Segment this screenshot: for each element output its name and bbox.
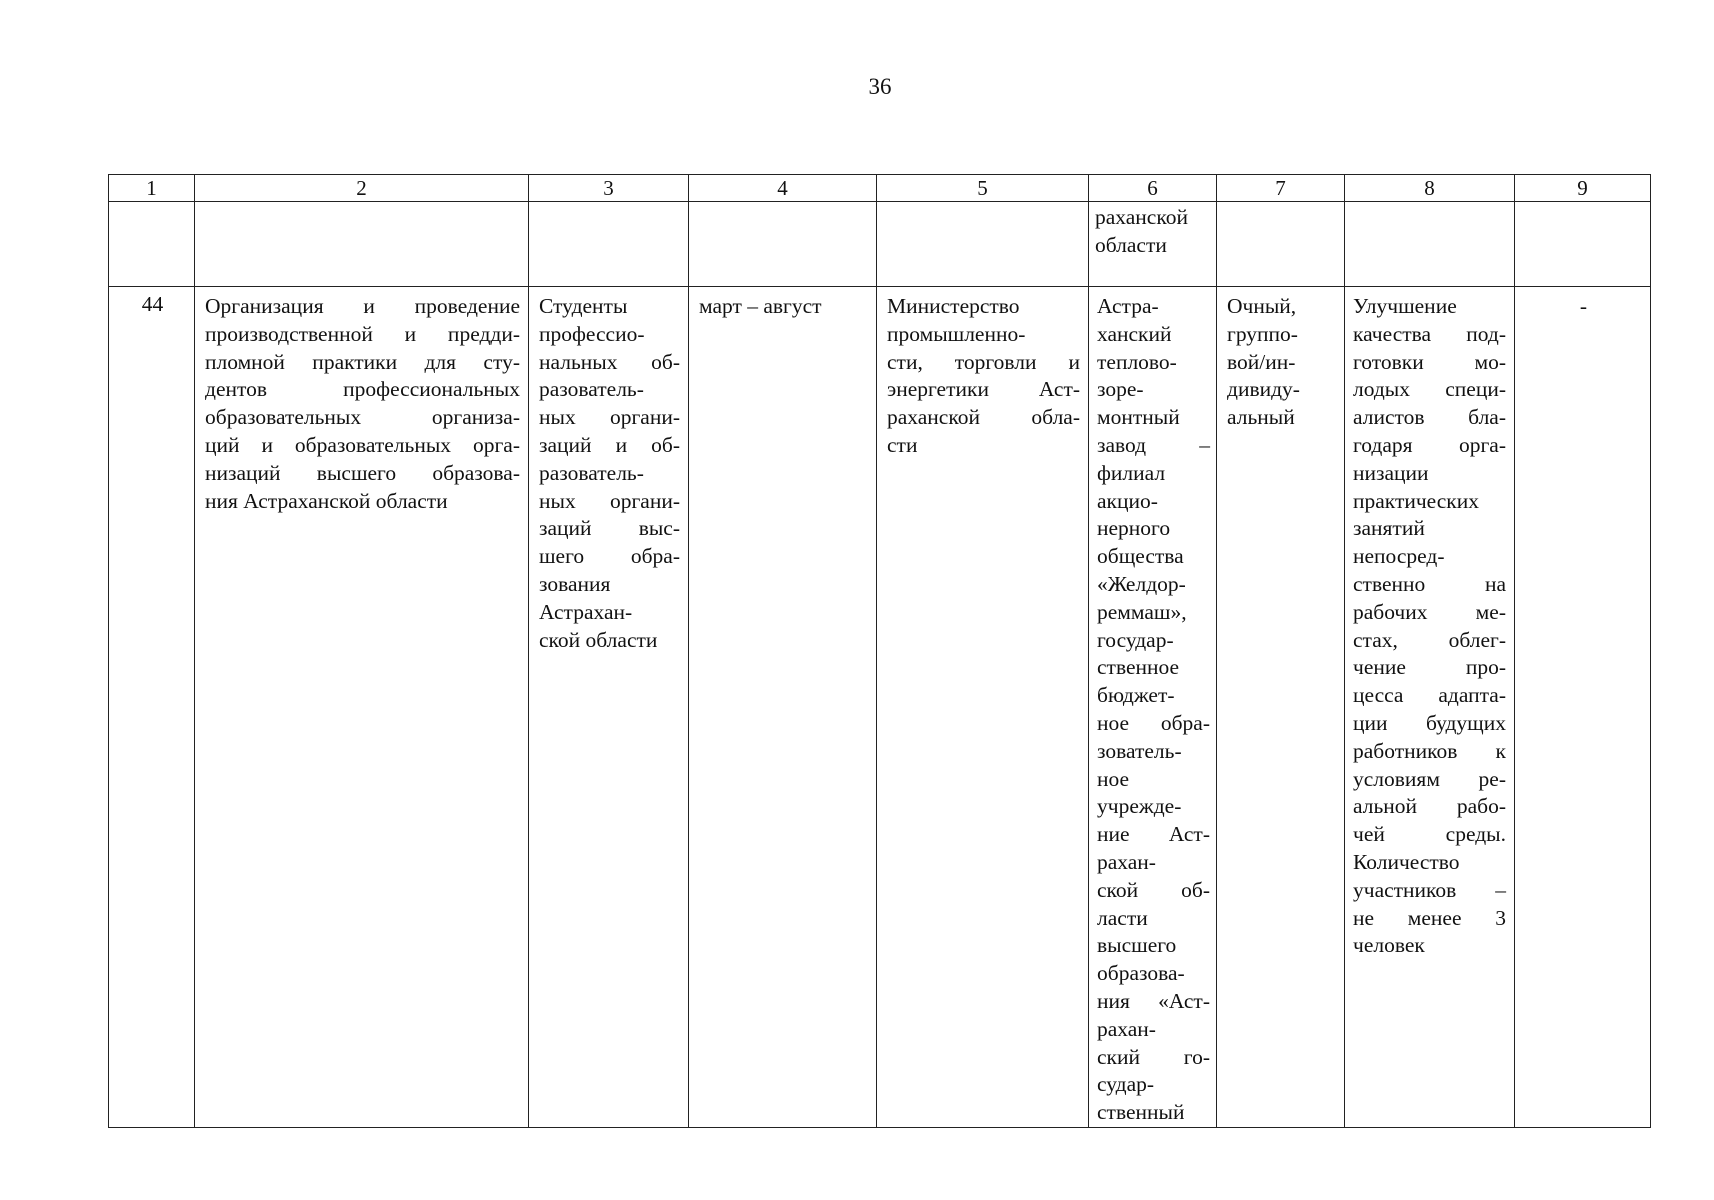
text-line: бюджет- <box>1097 683 1175 708</box>
participants-cell <box>529 287 689 1128</box>
text-line: профессио- <box>539 321 645 346</box>
text-line: альной рабо- <box>1353 794 1506 819</box>
text-line: раханской <box>1095 205 1188 229</box>
format <box>1217 287 1344 432</box>
text-line: ное <box>1097 766 1130 791</box>
text-line: монтный <box>1097 405 1180 430</box>
text-line: участников – <box>1353 877 1506 902</box>
text-line: завод – <box>1097 432 1210 457</box>
text-line: реммаш», <box>1097 599 1187 624</box>
result-cell <box>1345 287 1515 1128</box>
text-line: судар- <box>1097 1072 1155 1097</box>
col-number-8: 8 <box>1345 175 1515 202</box>
text-line: промышленно- <box>887 321 1026 346</box>
text-line: ственно на <box>1353 571 1506 596</box>
text-line: ния Астраханской области <box>205 488 448 513</box>
text-line: ных органи- <box>539 488 680 513</box>
text-line: ственный <box>1097 1100 1185 1125</box>
text-line: шего обра- <box>539 544 680 569</box>
text-line: ное обра- <box>1097 710 1210 735</box>
text-line: Улучшение <box>1353 294 1457 318</box>
text-line: Министерство <box>887 294 1020 318</box>
text-line: нальных об- <box>539 349 680 374</box>
text-line: работников к <box>1353 738 1506 763</box>
text-line: годаря орга- <box>1353 432 1506 457</box>
text-line: пломной практики для сту- <box>205 349 520 374</box>
text-line: рахан- <box>1097 1016 1156 1041</box>
cont-cell-1 <box>109 202 195 287</box>
cont-cell-3 <box>529 202 689 287</box>
text-line: цесса адапта- <box>1353 683 1506 708</box>
text-line: ных органи- <box>539 405 680 430</box>
text-line: стах, облег- <box>1353 627 1506 652</box>
col-number-6: 6 <box>1089 175 1217 202</box>
text-line: ния «Аст- <box>1097 988 1210 1013</box>
col-number-3: 3 <box>529 175 689 202</box>
page-number: 36 <box>868 74 892 99</box>
text-line: рабочих ме- <box>1353 599 1506 624</box>
text-line: ской области <box>539 627 658 652</box>
partners <box>1089 287 1216 1127</box>
text-line: заций и об- <box>539 432 680 457</box>
text-line: дентов профессиональных <box>205 377 520 402</box>
text-line: условиям ре- <box>1353 766 1506 791</box>
text-line: ской об- <box>1097 877 1210 902</box>
table-header-row <box>109 175 1651 202</box>
col-number-2: 2 <box>195 175 529 202</box>
cont-cell-5 <box>877 202 1089 287</box>
text-line: Студенты <box>539 294 628 318</box>
text-line: Астрахан- <box>539 599 633 624</box>
col-number-9: 9 <box>1515 175 1651 202</box>
text-line: зоре- <box>1097 377 1144 402</box>
text-line: филиал <box>1097 460 1166 485</box>
col-number-4: 4 <box>689 175 877 202</box>
row-number: 44 <box>141 292 164 316</box>
text-line: акцио- <box>1097 488 1158 513</box>
text-line: образова- <box>1097 961 1185 986</box>
text-line: ханский <box>1097 321 1172 346</box>
text-line: рахан- <box>1097 849 1156 874</box>
responsible <box>877 287 1088 460</box>
text-line: альный <box>1227 405 1295 430</box>
text-line: сти, торговли и <box>887 349 1080 374</box>
text-line: низаций высшего образова- <box>205 460 520 485</box>
text-line: не менее 3 <box>1353 905 1506 930</box>
funding-cell <box>1515 287 1651 1128</box>
text-line: заций выс- <box>539 516 680 541</box>
format-cell <box>1217 287 1345 1128</box>
responsible-cell <box>877 287 1089 1128</box>
text-line: сти <box>887 432 918 457</box>
event-name <box>195 287 528 515</box>
text-line: общества <box>1097 544 1184 569</box>
continuation-row <box>109 202 1651 287</box>
text-line: высшего <box>1097 933 1177 958</box>
text-line: производственной и предди- <box>205 321 520 346</box>
text-line: разователь- <box>539 377 644 402</box>
text-line: вой/ин- <box>1227 349 1296 374</box>
text-line: Астра- <box>1097 294 1159 318</box>
text-line: Количество <box>1353 849 1460 874</box>
text-line: занятий <box>1353 516 1425 541</box>
text-line: учрежде- <box>1097 794 1182 819</box>
text-line: лодых специ- <box>1353 377 1506 402</box>
text-line: ласти <box>1097 905 1148 930</box>
text-line: низации <box>1353 460 1429 485</box>
cont-cell-8 <box>1345 202 1515 287</box>
text-line: ственное <box>1097 655 1180 680</box>
event-name-cell <box>195 287 529 1128</box>
cont-cell-2 <box>195 202 529 287</box>
text-line: готовки мо- <box>1353 349 1506 374</box>
text-line: чей среды. <box>1353 822 1506 847</box>
text-line: алистов бла- <box>1353 405 1506 430</box>
col-number-1: 1 <box>109 175 195 202</box>
text-line: «Желдор- <box>1097 571 1186 596</box>
text-line: дивиду- <box>1227 377 1300 402</box>
cont-cell-7 <box>1217 202 1345 287</box>
cont-cell-9 <box>1515 202 1651 287</box>
table-row <box>109 287 1651 1128</box>
row-number-cell <box>109 287 195 1128</box>
partners-cell <box>1089 287 1217 1128</box>
text-line: ние Аст- <box>1097 822 1210 847</box>
text-line: раханской обла- <box>887 405 1080 430</box>
text-line: практических <box>1353 488 1479 513</box>
events-table <box>108 174 1651 1128</box>
participants <box>529 287 688 654</box>
period-cell <box>689 287 877 1128</box>
text-line: ции будущих <box>1353 710 1506 735</box>
text-line: группо- <box>1227 321 1298 346</box>
text-line: зователь- <box>1097 738 1182 763</box>
cont-cell-4 <box>689 202 877 287</box>
expected-result <box>1345 287 1514 960</box>
cont-cell-6 <box>1089 202 1217 287</box>
col-number-7: 7 <box>1217 175 1345 202</box>
funding: - <box>1579 294 1588 318</box>
text-line: Очный, <box>1227 294 1297 318</box>
text-line: области <box>1095 232 1167 257</box>
col-number-5: 5 <box>877 175 1089 202</box>
text-line: государ- <box>1097 627 1174 652</box>
cont-partners-text <box>1089 202 1216 260</box>
text-line: ский го- <box>1097 1044 1210 1069</box>
text-line: нерного <box>1097 516 1171 541</box>
text-line: человек <box>1353 933 1425 958</box>
text-line: Организация и проведение <box>205 294 520 318</box>
text-line: чение про- <box>1353 655 1506 680</box>
text-line: зования <box>539 571 611 596</box>
text-line: образовательных организа- <box>205 405 520 430</box>
text-line: энергетики Аст- <box>887 377 1080 402</box>
text-line: качества под- <box>1353 321 1506 346</box>
text-line: разователь- <box>539 460 644 485</box>
text-line: ций и образовательных орга- <box>205 432 520 457</box>
text-line: теплово- <box>1097 349 1177 374</box>
period: март – август <box>699 294 822 318</box>
text-line: непосред- <box>1353 544 1445 569</box>
